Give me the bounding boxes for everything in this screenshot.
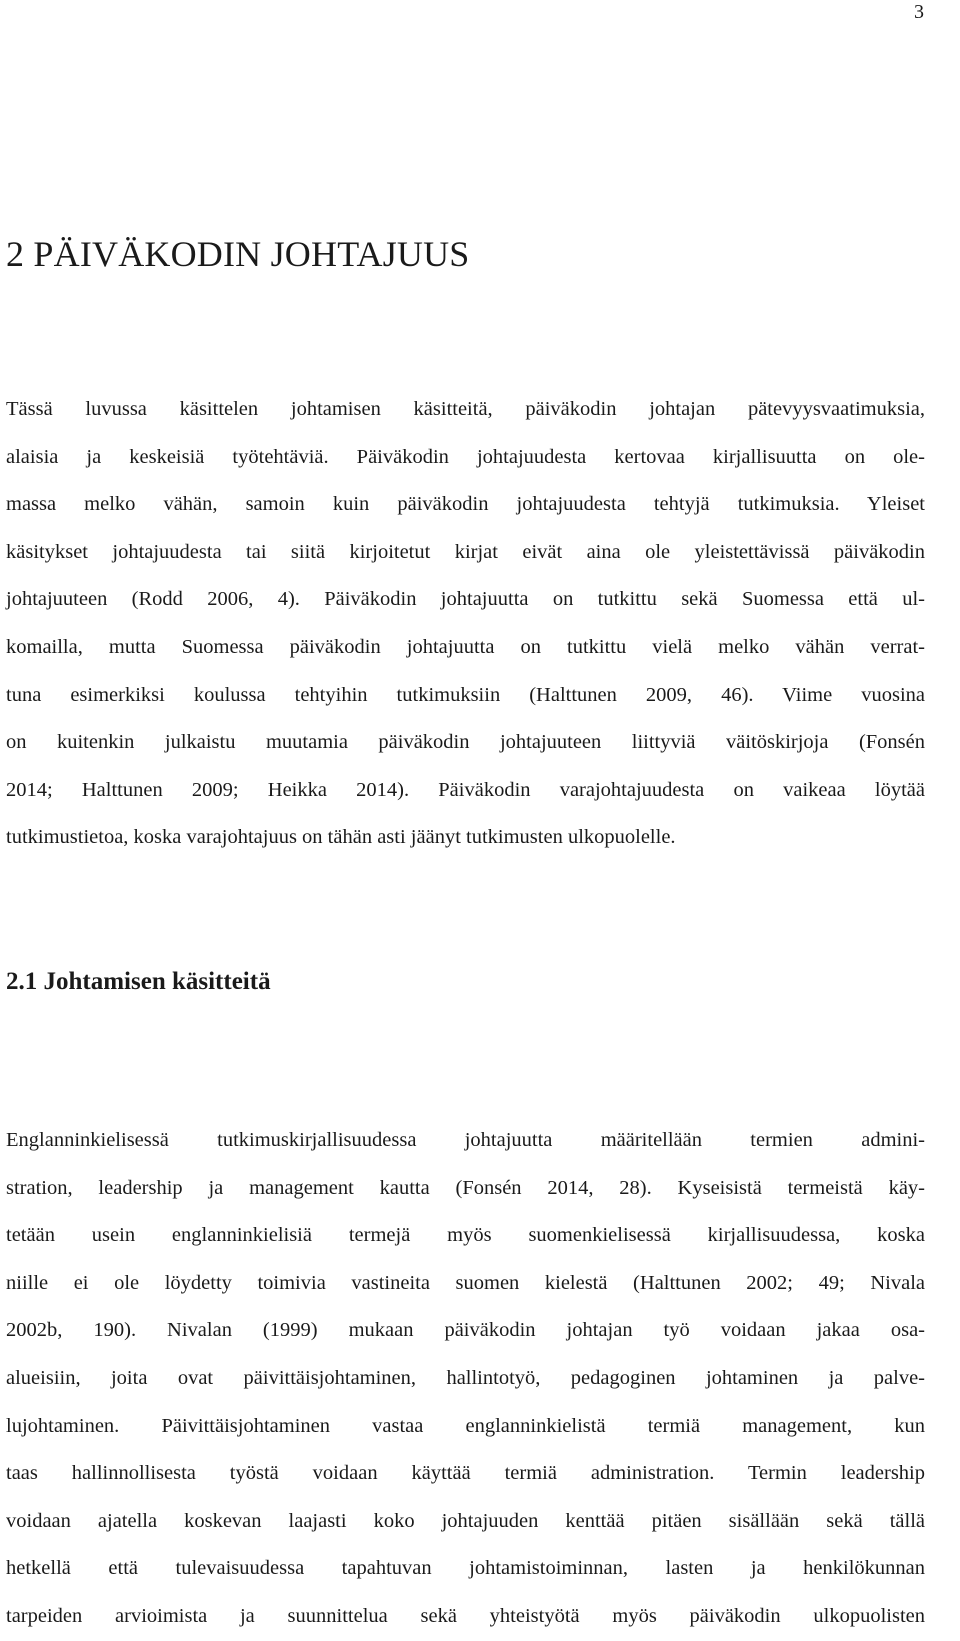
paragraph-line: 2002b, 190). Nivalan (1999) mukaan päiväkodin johtajan työ voidaan jakaa osa-	[6, 1319, 925, 1342]
paragraph-line: komailla, mutta Suomessa päiväkodin johtajuutta on tutkittu vielä melko vähän verrat-	[6, 635, 925, 658]
paragraph-line: taas hallinnollisesta työstä voidaan käyttää termiä administration. Termin leadership	[6, 1462, 925, 1485]
paragraph-line: alaisia ja keskeisiä työtehtäviä. Päiväkodin johtajuudesta kertovaa kirjallisuutta on ole-	[6, 445, 925, 468]
paragraph-line: hetkellä että tulevaisuudessa tapahtuvan johtamistoiminnan, lasten ja henkilökunnan	[6, 1557, 925, 1580]
paragraph-line: alueisiin, joita ovat päivittäisjohtaminen, hallintotyö, pedagoginen johtaminen ja palve-	[6, 1366, 925, 1389]
paragraph-line: 2014; Halttunen 2009; Heikka 2014). Päiväkodin varajohtajuudesta on vaikeaa löytää	[6, 778, 925, 801]
paragraph-line: käsitykset johtajuudesta tai siitä kirjoitetut kirjat eivät aina ole yleistettävissä päiväkodin	[6, 540, 925, 563]
paragraph-line: tarpeiden arvioimista ja suunnittelua sekä yhteistyötä myös päiväkodin ulkopuolisten	[6, 1604, 925, 1627]
section-heading: 2.1 Johtamisen käsitteitä	[6, 968, 271, 995]
paragraph-line: voidaan ajatella koskevan laajasti koko johtajuuden kenttää pitäen sisällään sekä tällä	[6, 1509, 925, 1532]
paragraph-line: stration, leadership ja management kautta (Fonsén 2014, 28). Kyseisistä termeistä käy-	[6, 1176, 925, 1199]
paragraph-line: lujohtaminen. Päivittäisjohtaminen vastaa englanninkielistä termiä management, kun	[6, 1414, 925, 1437]
paragraph-line: massa melko vähän, samoin kuin päiväkodin johtajuudesta tehtyjä tutkimuksia. Yleiset	[6, 493, 925, 516]
chapter-heading: 2 PÄIVÄKODIN JOHTAJUUS	[6, 234, 470, 274]
paragraph-line: Englanninkielisessä tutkimuskirjallisuudessa johtajuutta määritellään termien admini-	[6, 1129, 925, 1151]
paragraph-line: tutkimustietoa, koska varajohtajuus on tähän asti jäänyt tutkimusten ulkopuolelle.	[6, 826, 676, 849]
paragraph-line: Tässä luvussa käsittelen johtamisen käsitteitä, päiväkodin johtajan pätevyysvaatimuksia,	[6, 398, 925, 420]
paragraph-line: johtajuuteen (Rodd 2006, 4). Päiväkodin johtajuutta on tutkittu sekä Suomessa että ul-	[6, 588, 925, 611]
paragraph-line: tuna esimerkiksi koulussa tehtyihin tutkimuksiin (Halttunen 2009, 46). Viime vuosina	[6, 683, 925, 706]
paragraph-line: on kuitenkin julkaistu muutamia päiväkodin johtajuuteen liittyviä väitöskirjoja (Fonsén	[6, 731, 925, 754]
page-number: 3	[914, 1, 924, 23]
paragraph-line: niille ei ole löydetty toimivia vastineita suomen kielestä (Halttunen 2002; 49; Nivala	[6, 1271, 925, 1294]
section-paragraph	[6, 1117, 925, 1641]
chapter-intro-paragraph	[6, 386, 925, 862]
paragraph-line: tetään usein englanninkielisiä termejä myös suomenkielisessä kirjallisuudessa, koska	[6, 1224, 925, 1247]
